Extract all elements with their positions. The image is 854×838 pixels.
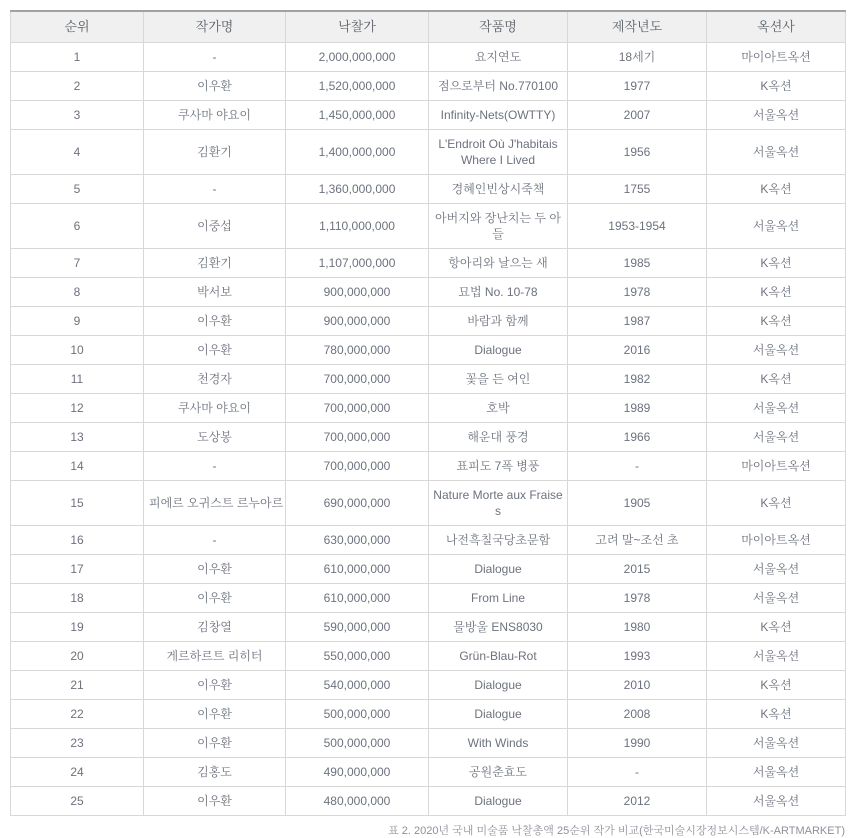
cell-production-year: 2015 (568, 555, 707, 584)
cell-artist: 이우환 (144, 787, 286, 816)
cell-rank: 15 (11, 481, 144, 526)
cell-auction-house: K옥션 (707, 613, 846, 642)
cell-hammer-price: 500,000,000 (286, 700, 429, 729)
cell-artwork-title: From Line (429, 584, 568, 613)
cell-artwork-title: 호박 (429, 394, 568, 423)
cell-artwork-title: Dialogue (429, 700, 568, 729)
cell-auction-house: 서울옥션 (707, 394, 846, 423)
cell-hammer-price: 500,000,000 (286, 729, 429, 758)
cell-artist: 쿠사마 야요이 (144, 394, 286, 423)
cell-production-year: 2010 (568, 671, 707, 700)
cell-hammer-price: 780,000,000 (286, 336, 429, 365)
table-row (11, 452, 846, 481)
table-row (11, 423, 846, 452)
cell-rank: 17 (11, 555, 144, 584)
cell-auction-house: 서울옥션 (707, 101, 846, 130)
cell-production-year: 1990 (568, 729, 707, 758)
cell-artwork-title: 공원춘효도 (429, 758, 568, 787)
table-header (11, 11, 846, 43)
cell-artist: 김홍도 (144, 758, 286, 787)
cell-hammer-price: 1,107,000,000 (286, 249, 429, 278)
cell-production-year: 1905 (568, 481, 707, 526)
cell-artwork-title: With Winds (429, 729, 568, 758)
cell-artwork-title: 표피도 7폭 병풍 (429, 452, 568, 481)
cell-hammer-price: 490,000,000 (286, 758, 429, 787)
cell-production-year: 1956 (568, 130, 707, 175)
table-row (11, 758, 846, 787)
column-header-production-year: 제작년도 (568, 11, 707, 43)
cell-artist: 이우환 (144, 584, 286, 613)
cell-artist: 이우환 (144, 700, 286, 729)
cell-hammer-price: 550,000,000 (286, 642, 429, 671)
table-row (11, 278, 846, 307)
cell-hammer-price: 900,000,000 (286, 307, 429, 336)
cell-rank: 1 (11, 43, 144, 72)
cell-artist: - (144, 452, 286, 481)
cell-auction-house: 마이아트옥션 (707, 452, 846, 481)
cell-rank: 24 (11, 758, 144, 787)
cell-rank: 20 (11, 642, 144, 671)
cell-artwork-title: Dialogue (429, 671, 568, 700)
cell-production-year: 1977 (568, 72, 707, 101)
cell-hammer-price: 900,000,000 (286, 278, 429, 307)
cell-production-year: 2016 (568, 336, 707, 365)
cell-artwork-title: Dialogue (429, 555, 568, 584)
cell-production-year: 2008 (568, 700, 707, 729)
cell-artwork-title: 바람과 함께 (429, 307, 568, 336)
table-row (11, 43, 846, 72)
cell-rank: 10 (11, 336, 144, 365)
cell-artwork-title: 물방울 ENS8030 (429, 613, 568, 642)
cell-auction-house: 서울옥션 (707, 787, 846, 816)
cell-artwork-title: Dialogue (429, 787, 568, 816)
cell-hammer-price: 630,000,000 (286, 526, 429, 555)
table-row (11, 584, 846, 613)
cell-rank: 19 (11, 613, 144, 642)
cell-hammer-price: 590,000,000 (286, 613, 429, 642)
cell-hammer-price: 610,000,000 (286, 584, 429, 613)
cell-artist: 쿠사마 야요이 (144, 101, 286, 130)
cell-auction-house: K옥션 (707, 481, 846, 526)
cell-hammer-price: 2,000,000,000 (286, 43, 429, 72)
cell-auction-house: 서울옥션 (707, 204, 846, 249)
table-row (11, 130, 846, 175)
cell-artist: - (144, 526, 286, 555)
table-row (11, 336, 846, 365)
table-row (11, 642, 846, 671)
table-row (11, 700, 846, 729)
cell-hammer-price: 540,000,000 (286, 671, 429, 700)
cell-production-year: 1953-1954 (568, 204, 707, 249)
column-header-artwork-title: 작품명 (429, 11, 568, 43)
cell-hammer-price: 700,000,000 (286, 452, 429, 481)
cell-rank: 6 (11, 204, 144, 249)
table-row (11, 365, 846, 394)
cell-hammer-price: 1,400,000,000 (286, 130, 429, 175)
cell-production-year: 1985 (568, 249, 707, 278)
cell-production-year: 1989 (568, 394, 707, 423)
auction-results-table (10, 10, 846, 816)
cell-production-year: 고려 말~조선 초 (568, 526, 707, 555)
cell-artwork-title: Nature Morte aux Fraises (429, 481, 568, 526)
cell-artist: 이우환 (144, 555, 286, 584)
table-row (11, 481, 846, 526)
table-row (11, 101, 846, 130)
cell-artist: 이중섭 (144, 204, 286, 249)
cell-auction-house: K옥션 (707, 700, 846, 729)
cell-hammer-price: 700,000,000 (286, 394, 429, 423)
cell-rank: 25 (11, 787, 144, 816)
table-caption: 표 2. 2020년 국내 미술품 낙찰총액 25순위 작가 비교(한국미술시장정보시스템/K-ARTMARKET) (388, 825, 845, 837)
cell-auction-house: 마이아트옥션 (707, 526, 846, 555)
cell-artist: 이우환 (144, 307, 286, 336)
table-row (11, 526, 846, 555)
cell-auction-house: 서울옥션 (707, 642, 846, 671)
column-header-artist: 작가명 (144, 11, 286, 43)
cell-artwork-title: 묘법 No. 10-78 (429, 278, 568, 307)
table-row (11, 249, 846, 278)
cell-production-year: 1978 (568, 278, 707, 307)
cell-artwork-title: Grün-Blau-Rot (429, 642, 568, 671)
table-row (11, 613, 846, 642)
cell-rank: 16 (11, 526, 144, 555)
cell-rank: 5 (11, 175, 144, 204)
cell-hammer-price: 1,110,000,000 (286, 204, 429, 249)
cell-auction-house: 서울옥션 (707, 130, 846, 175)
cell-artwork-title: 아버지와 장난치는 두 아들 (429, 204, 568, 249)
cell-rank: 11 (11, 365, 144, 394)
cell-auction-house: 서울옥션 (707, 423, 846, 452)
cell-hammer-price: 700,000,000 (286, 365, 429, 394)
cell-hammer-price: 1,360,000,000 (286, 175, 429, 204)
cell-production-year: 1982 (568, 365, 707, 394)
cell-artist: 박서보 (144, 278, 286, 307)
cell-auction-house: K옥션 (707, 249, 846, 278)
table-row (11, 555, 846, 584)
cell-production-year: 1755 (568, 175, 707, 204)
cell-rank: 7 (11, 249, 144, 278)
cell-rank: 12 (11, 394, 144, 423)
cell-artist: 이우환 (144, 336, 286, 365)
header-row (11, 11, 846, 43)
cell-artist: 이우환 (144, 729, 286, 758)
cell-artwork-title: 나전흑칠국당초문함 (429, 526, 568, 555)
table-row (11, 175, 846, 204)
cell-auction-house: K옥션 (707, 175, 846, 204)
table-row (11, 394, 846, 423)
cell-artwork-title: 항아리와 날으는 새 (429, 249, 568, 278)
table-row (11, 671, 846, 700)
table-row (11, 307, 846, 336)
cell-production-year: 1978 (568, 584, 707, 613)
table-body (11, 43, 846, 816)
cell-artist: - (144, 175, 286, 204)
column-header-hammer-price: 낙찰가 (286, 11, 429, 43)
cell-artist: 도상봉 (144, 423, 286, 452)
cell-hammer-price: 1,520,000,000 (286, 72, 429, 101)
cell-artwork-title: 점으로부터 No.770100 (429, 72, 568, 101)
cell-production-year: 2012 (568, 787, 707, 816)
cell-auction-house: 서울옥션 (707, 336, 846, 365)
table-row (11, 787, 846, 816)
cell-auction-house: 서울옥션 (707, 758, 846, 787)
cell-rank: 18 (11, 584, 144, 613)
cell-production-year: - (568, 452, 707, 481)
cell-auction-house: K옥션 (707, 365, 846, 394)
cell-artist: 이우환 (144, 72, 286, 101)
cell-artist: - (144, 43, 286, 72)
cell-auction-house: 서울옥션 (707, 729, 846, 758)
cell-rank: 22 (11, 700, 144, 729)
cell-artwork-title: 경혜인빈상시죽책 (429, 175, 568, 204)
cell-rank: 2 (11, 72, 144, 101)
cell-rank: 23 (11, 729, 144, 758)
cell-auction-house: K옥션 (707, 72, 846, 101)
cell-artwork-title: Dialogue (429, 336, 568, 365)
cell-hammer-price: 700,000,000 (286, 423, 429, 452)
cell-rank: 13 (11, 423, 144, 452)
cell-rank: 9 (11, 307, 144, 336)
cell-artist: 김환기 (144, 130, 286, 175)
column-header-rank: 순위 (11, 11, 144, 43)
cell-production-year: 1993 (568, 642, 707, 671)
cell-production-year: 2007 (568, 101, 707, 130)
cell-rank: 4 (11, 130, 144, 175)
cell-artist: 김창열 (144, 613, 286, 642)
cell-rank: 3 (11, 101, 144, 130)
cell-artist: 게르하르트 리히터 (144, 642, 286, 671)
cell-auction-house: K옥션 (707, 307, 846, 336)
cell-artist: 피에르 오귀스트 르누아르 (144, 481, 286, 526)
table-row (11, 204, 846, 249)
cell-auction-house: K옥션 (707, 278, 846, 307)
cell-production-year: 1987 (568, 307, 707, 336)
cell-artwork-title: 해운대 풍경 (429, 423, 568, 452)
cell-auction-house: 서울옥션 (707, 555, 846, 584)
cell-auction-house: 서울옥션 (707, 584, 846, 613)
cell-hammer-price: 610,000,000 (286, 555, 429, 584)
cell-rank: 14 (11, 452, 144, 481)
cell-production-year: 1980 (568, 613, 707, 642)
cell-artist: 천경자 (144, 365, 286, 394)
column-header-auction-house: 옥션사 (707, 11, 846, 43)
table-row (11, 729, 846, 758)
cell-artist: 이우환 (144, 671, 286, 700)
cell-production-year: 18세기 (568, 43, 707, 72)
cell-artwork-title: 꽃을 든 여인 (429, 365, 568, 394)
cell-artwork-title: L'Endroit Où J'habitais Where I Lived (429, 130, 568, 175)
cell-auction-house: 마이아트옥션 (707, 43, 846, 72)
cell-rank: 21 (11, 671, 144, 700)
table-row (11, 72, 846, 101)
cell-artwork-title: Infinity-Nets(OWTTY) (429, 101, 568, 130)
cell-production-year: 1966 (568, 423, 707, 452)
cell-rank: 8 (11, 278, 144, 307)
cell-hammer-price: 480,000,000 (286, 787, 429, 816)
cell-artwork-title: 요지연도 (429, 43, 568, 72)
cell-production-year: - (568, 758, 707, 787)
cell-hammer-price: 1,450,000,000 (286, 101, 429, 130)
cell-artist: 김환기 (144, 249, 286, 278)
cell-auction-house: K옥션 (707, 671, 846, 700)
cell-hammer-price: 690,000,000 (286, 481, 429, 526)
